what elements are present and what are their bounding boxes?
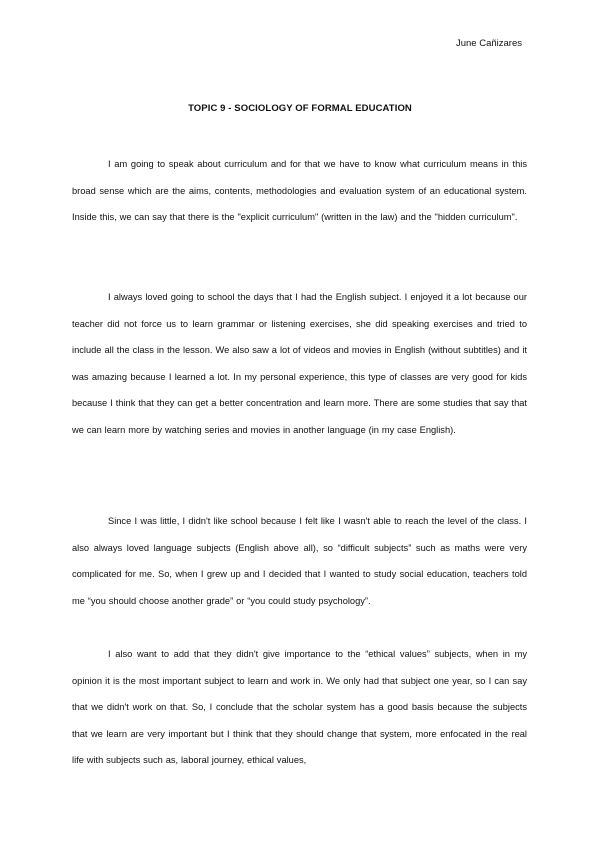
document-title: TOPIC 9 - SOCIOLOGY OF FORMAL EDUCATION — [188, 103, 412, 114]
paragraph-curriculum: I am going to speak about curriculum and for that we have to know what curriculum means in this broad sense which are the aims, contents, methodologies and evaluation system of an educational system. Inside this, we can say that there is the "explicit curriculum" (written in the law) and the "hidden curriculum". — [72, 159, 527, 222]
author-name: June Cañizares — [455, 38, 522, 49]
paragraph-childhood-school: Since I was little, I didn't like school because I felt like I wasn't able to reach the level of the class. I also always loved language subjects (English above all), so “difficult subjects” such as maths were very complicated for me. So, when I grew up and I decided that I wanted to study social education, teachers told me “you should choose another grade” or “you could study psychology”. — [72, 516, 527, 606]
paragraph-ethical-values: I also want to add that they didn't give importance to the “ethical values” subjects, when in my opinion it is the most important subject to learn and work in. We only had that subject one year, so I can say that we didn't work on that. So, I conclude that the scholar system has a good basis because the subjects that we learn are very important but I think that they should change that system, more enfocated in the real life with subjects such as, laboral journey, ethical values, — [72, 649, 527, 765]
paragraph-english-subject: I always loved going to school the days that I had the English subject. I enjoyed it a lot because our teacher did not force us to learn grammar or listening exercises, she did speaking exercises and tried to include all the class in the lesson. We also saw a lot of videos and movies in English (without subtitles) and it was amazing because I learned a lot. In my personal experience, this type of classes are very good for kids because I think that they can get a better concentration and learn more. There are some studies that say that we can learn more by watching series and movies in another language (in my case English). — [72, 292, 527, 435]
